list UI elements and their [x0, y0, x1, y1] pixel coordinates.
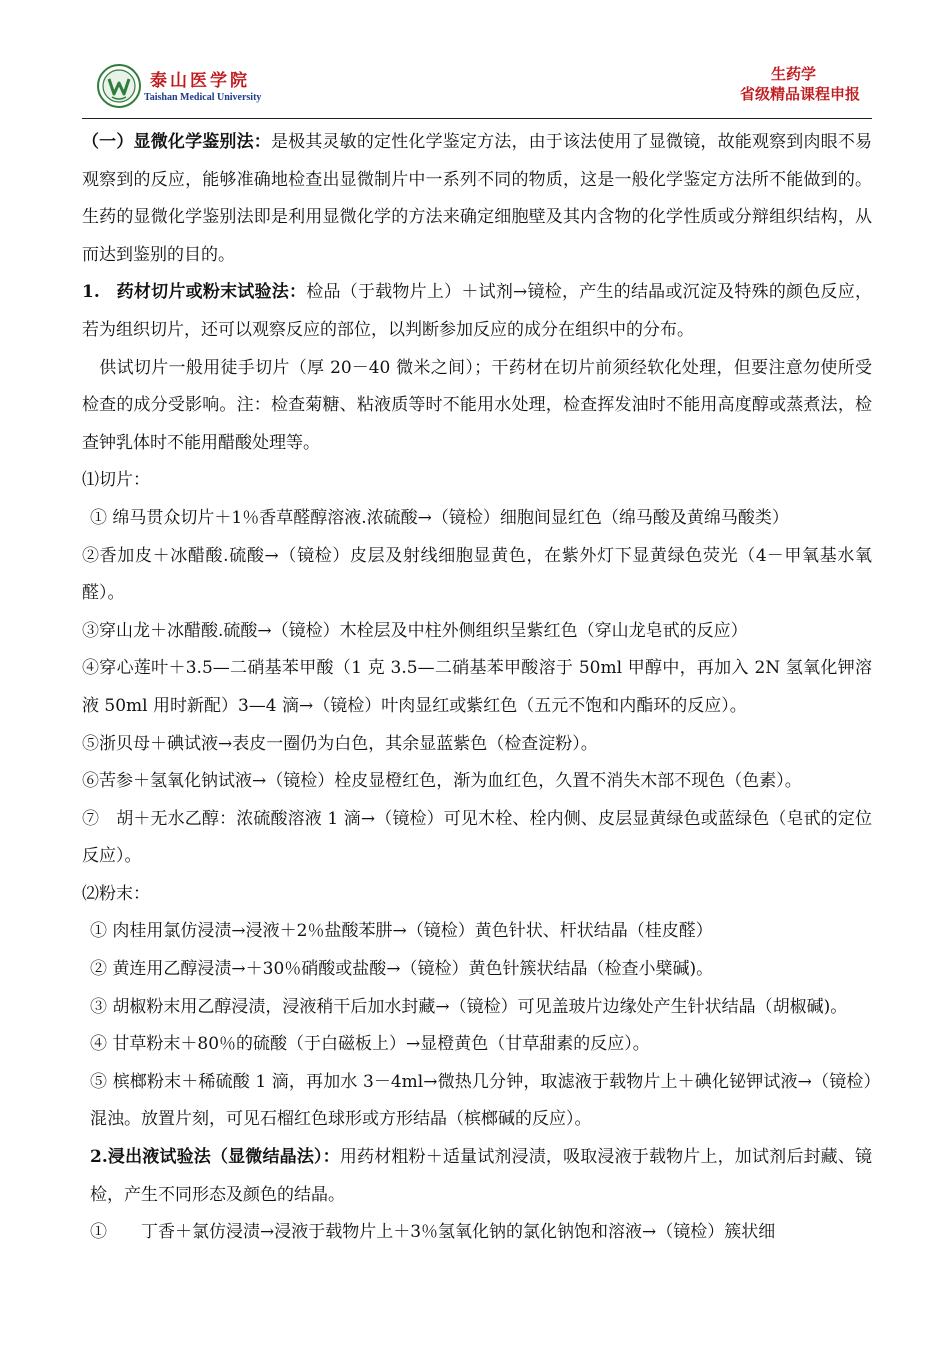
section-extract-test	[82, 1139, 872, 1214]
list-item: ②香加皮＋冰醋酸.硫酸→（镜检）皮层及射线细胞显黄色，在紫外灯下显黄绿色荧光（4－甲氧基水氧醛）。	[82, 545, 872, 604]
subsection-heading-slice: ⑴切片：	[82, 470, 150, 491]
section-slice-powder-test	[82, 274, 872, 349]
slice-preparation-note: 供试切片一般用徒手切片（厚 20－40 微米之间）；干药材在切片前须经软化处理，但要注意勿使所受检查的成分受影响。注：检查菊糖、粘液质等时不能用水处理，检查挥发油时不能用高度醇或蒸煮法，检查钟乳体时不能用醋酸处理等。	[82, 357, 872, 453]
list-item: ④穿心莲叶＋3.5—二硝基苯甲酸（1 克 3.5—二硝基苯甲酸溶于 50ml 甲醇中，再加入 2N 氢氧化钾溶液 50ml 用时新配）3—4 滴→（镜检）叶肉显红或紫红色（五元不饱和内酯环的反应）。	[82, 658, 872, 716]
list-item: ⑥苦参＋氢氧化钠试液→（镜检）栓皮显橙红色，渐为血红色，久置不消失木部不现色（色素）。	[82, 771, 802, 792]
course-block	[600, 64, 860, 104]
school-name-cn: 泰山医学院	[150, 71, 250, 91]
list-item: ① 绵马贯众切片＋1％香草醛醇溶液.浓硫酸→（镜检）细胞间显红色（绵马酸及黄绵马酸类）	[90, 507, 789, 528]
list-item: ② 黄连用乙醇浸渍→＋30％硝酸或盐酸→（镜检）黄色针簇状结晶（检查小檗碱)。	[90, 959, 714, 980]
list-item: ④ 甘草粉末＋80％的硫酸（于白磁板上）→显橙黄色（甘草甜素的反应）。	[90, 1034, 650, 1055]
section-heading: 药材切片或粉末试验法：	[116, 282, 307, 303]
list-item: ① 丁香＋氯仿浸渍→浸液于载物片上＋3％氢氧化钠的氯化钠饱和溶液→（镜检）簇状细	[90, 1222, 776, 1243]
course-subtitle: 省级精品课程申报	[739, 85, 860, 103]
list-item: ① 肉桂用氯仿浸渍→浸液＋2％盐酸苯肼→（镜检）黄色针状、杆状结晶（桂皮醛）	[90, 921, 713, 942]
subsection-heading-powder: ⑵粉末：	[82, 883, 150, 904]
course-title: 生药学	[770, 65, 816, 83]
section-text: 用药材粗粉＋适量试剂浸渍，吸取浸液于载物片上，加试剂后封藏、镜检，产生不同形态及颜色的结晶。	[90, 1147, 873, 1205]
page-header	[0, 0, 952, 120]
section-heading: 2.浸出液试验法（显微结晶法）：	[90, 1147, 340, 1168]
section-microchemical	[82, 124, 872, 274]
school-name-en: Taishan Medical University	[144, 92, 262, 103]
list-item: ⑤ 槟榔粉末＋稀硫酸 1 滴，再加水 3－4ml→微热几分钟，取滤液于载物片上＋碘化铋钾试液→（镜检）混浊。放置片刻，可见石榴红色球形或方形结晶（槟榔碱的反应）。	[90, 1071, 872, 1130]
document-body	[82, 124, 872, 1252]
list-item: ⑤浙贝母＋碘试液→表皮一圈仍为白色，其余显蓝紫色（检查淀粉）。	[82, 733, 598, 754]
section-text: 是极其灵敏的定性化学鉴定方法，由于该法使用了显微镜，故能观察到肉眼不易观察到的反应，能够准确地检查出显微制片中一系列不同的物质，这是一般化学鉴定方法所不能做到的。生药的显微化学鉴别法即是利用显微化学的方法来确定细胞壁及其内含物的化学性质或分辩组织结构，从而达到鉴别的目的。	[82, 132, 873, 265]
section-text: 检品（于载物片上）＋试剂→镜检，产生的结晶或沉淀及特殊的颜色反应，若为组织切片，还可以观察反应的部位，以判断参加反应的成分在组织中的分布。	[82, 282, 872, 340]
list-item: ⑦ 胡＋无水乙醇：浓硫酸溶液 1 滴→（镜检）可见木栓、栓内侧、皮层显黄绿色或蓝绿色（皂甙的定位反应）。	[82, 808, 872, 867]
list-item: ③ 胡椒粉末用乙醇浸渍，浸液稍干后加水封藏→（镜检）可见盖玻片边缘处产生针状结晶（胡椒碱)。	[90, 996, 848, 1017]
header-divider	[82, 118, 872, 119]
list-item: ③穿山龙＋冰醋酸.硫酸→（镜检）木栓层及中柱外侧组织呈紫红色（穿山龙皂甙的反应）	[82, 620, 748, 641]
section-heading: （一）显微化学鉴别法：	[82, 132, 271, 152]
university-logo-icon	[97, 64, 141, 108]
section-number: 1.	[82, 282, 100, 303]
